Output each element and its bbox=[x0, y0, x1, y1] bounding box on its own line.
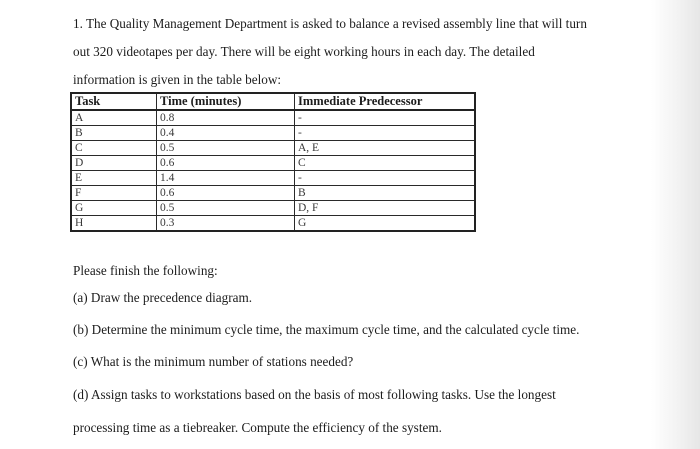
task-table bbox=[70, 92, 476, 232]
cell-predecessor: - bbox=[295, 110, 476, 126]
cell-task: B bbox=[71, 126, 157, 141]
table-row bbox=[71, 156, 475, 171]
question-a: (a) Draw the precedence diagram. bbox=[73, 290, 253, 305]
cell-predecessor: - bbox=[295, 126, 476, 141]
cell-task: A bbox=[71, 110, 157, 126]
cell-predecessor: G bbox=[295, 216, 476, 232]
problem-intro bbox=[73, 10, 673, 94]
cell-task: C bbox=[71, 141, 157, 156]
intro-line: information is given in the table below: bbox=[73, 72, 282, 87]
cell-predecessor: B bbox=[295, 186, 476, 201]
cell-task: H bbox=[71, 216, 157, 232]
cell-predecessor: C bbox=[295, 156, 476, 171]
cell-time: 0.8 bbox=[157, 110, 295, 126]
question-d-line2: processing time as a tiebreaker. Compute the efficiency of the system. bbox=[73, 420, 442, 435]
table-row bbox=[71, 216, 475, 232]
cell-time: 0.3 bbox=[157, 216, 295, 232]
intro-line: out 320 videotapes per day. There will be eight working hours in each day. The detailed bbox=[73, 44, 535, 59]
cell-task: F bbox=[71, 186, 157, 201]
cell-predecessor: D, F bbox=[295, 201, 476, 216]
question-c: (c) What is the minimum number of stations needed? bbox=[73, 354, 354, 369]
cell-time: 1.4 bbox=[157, 171, 295, 186]
question-b: (b) Determine the minimum cycle time, the maximum cycle time, and the calculated cycle time. bbox=[73, 322, 580, 337]
cell-time: 0.6 bbox=[157, 156, 295, 171]
intro-line: 1. The Quality Management Department is asked to balance a revised assembly line that will turn bbox=[73, 16, 587, 31]
header-task: Task bbox=[71, 93, 157, 110]
cell-time: 0.5 bbox=[157, 201, 295, 216]
cell-task: E bbox=[71, 171, 157, 186]
cell-time: 0.4 bbox=[157, 126, 295, 141]
cell-task: G bbox=[71, 201, 157, 216]
table-row bbox=[71, 186, 475, 201]
questions-lead: Please finish the following: bbox=[73, 263, 218, 278]
header-predecessor: Immediate Predecessor bbox=[295, 93, 476, 110]
table-row bbox=[71, 171, 475, 186]
table-header-row bbox=[71, 93, 475, 110]
cell-predecessor: A, E bbox=[295, 141, 476, 156]
header-time: Time (minutes) bbox=[157, 93, 295, 110]
cell-time: 0.5 bbox=[157, 141, 295, 156]
cell-time: 0.6 bbox=[157, 186, 295, 201]
cell-predecessor: - bbox=[295, 171, 476, 186]
question-d-line1: (d) Assign tasks to workstations based on the basis of most following tasks. Use the longest bbox=[73, 387, 556, 402]
cell-task: D bbox=[71, 156, 157, 171]
table-row bbox=[71, 126, 475, 141]
table-row bbox=[71, 141, 475, 156]
table-row bbox=[71, 201, 475, 216]
table-row bbox=[71, 110, 475, 126]
